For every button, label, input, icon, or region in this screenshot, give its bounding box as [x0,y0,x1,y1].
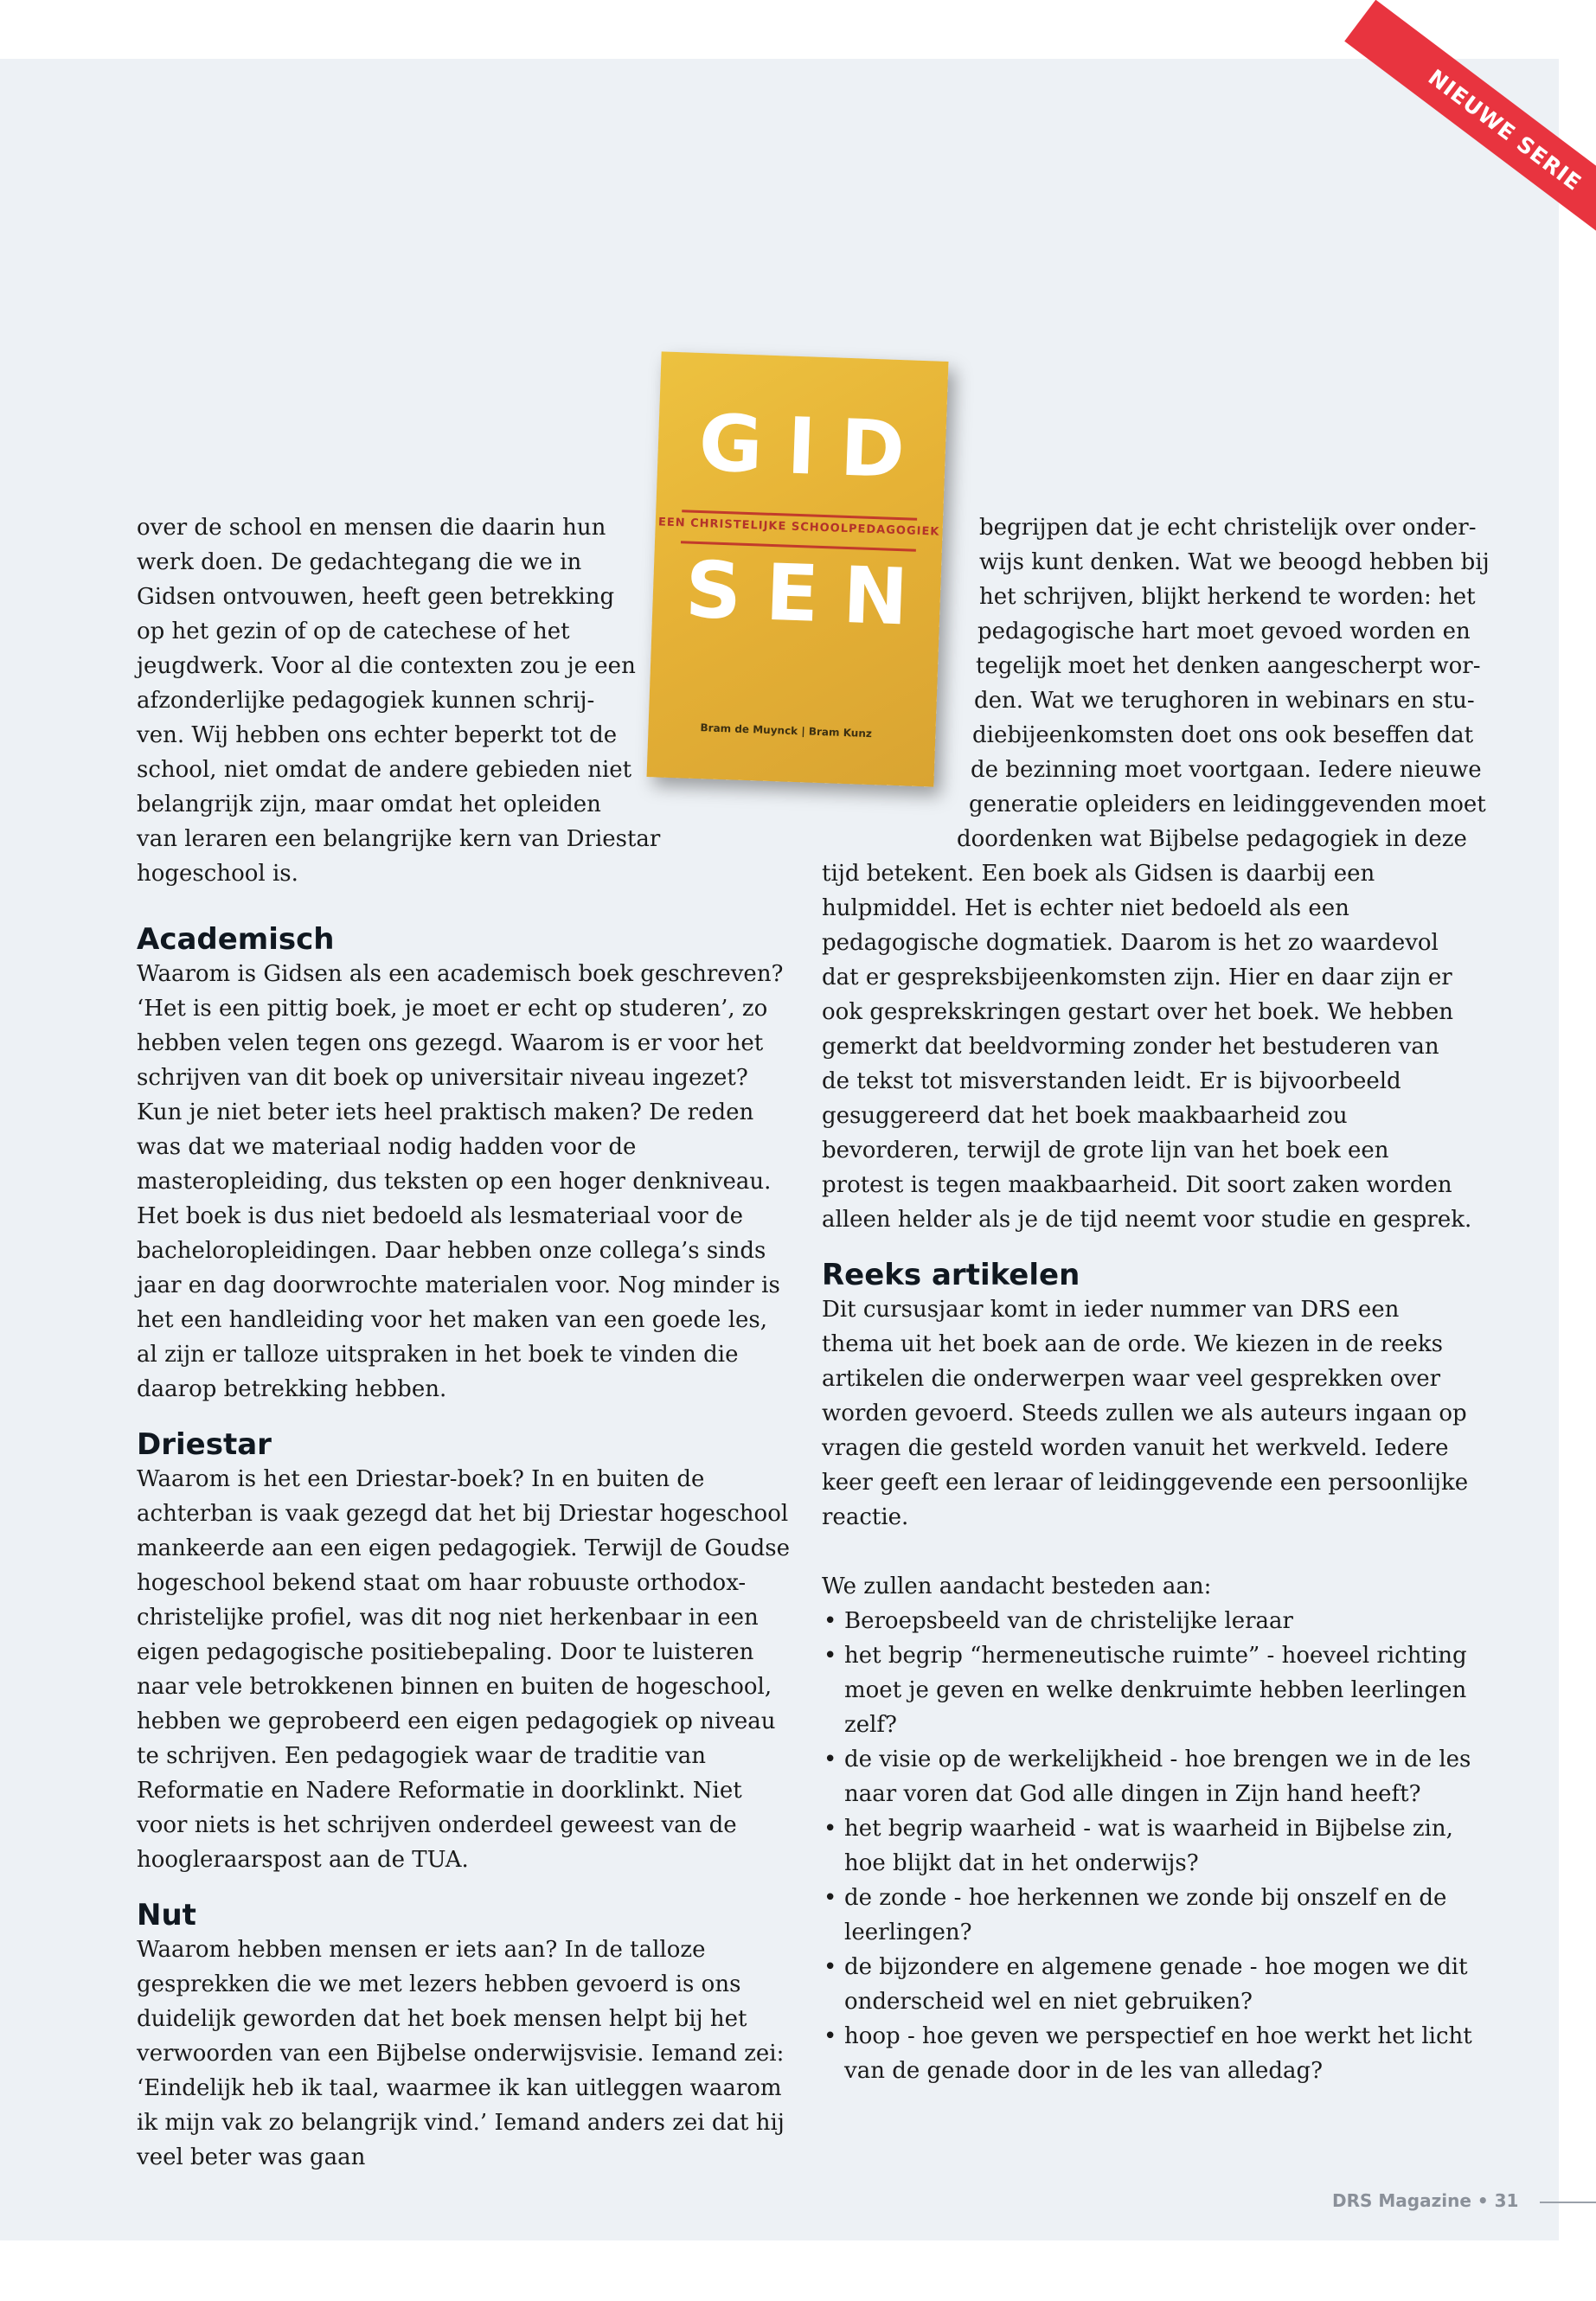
text-line: van leraren een belangrijke kern van Driestar [137,826,661,852]
text-line: werk doen. De gedachtegang die we in [137,549,582,575]
text-line: pedagogische hart moet gevoed worden en [977,619,1471,644]
paragraph-reeks: Dit cursusjaar komt in ieder nummer van DRS een thema uit het boek aan de orde. We kiezen in de reeks artikelen die onderwerpen waar veel gesprekken over worden gevoerd. Steeds zullen we als auteurs ingaan op vragen die gesteld worden vanuit het werkveld. Iedere keer geeft een leraar of leidinggevende een persoonlijke reactie. [822,1297,1469,1530]
text-line: diebijeenkomsten doet ons ook beseffen dat [972,722,1474,748]
book-title-bottom: SEN [683,544,934,644]
list-intro: We zullen aandacht besteden aan: [822,1574,1212,1599]
new-series-ribbon: NIEUWE SERIE [1344,0,1596,260]
text-line: ven. Wij hebben ons echter beperkt tot de [137,722,618,748]
text-line: de bezinning moet voortgaan. Iedere nieuwe [971,757,1482,783]
list-item: • de zonde - hoe herkennen we zonde bij onszelf en de leerlingen? [822,1881,1472,1950]
heading-academisch: Academisch [137,922,335,957]
left-column [137,922,794,2175]
list-item: • de bijzondere en algemene genade - hoe mogen we dit onderscheid wel en niet gebruiken? [822,1950,1472,2019]
paragraph-nut: Waarom hebben mensen er iets aan? In de talloze gesprekken die we met lezers hebben gevoerd is ons duidelijk geworden dat het boek mensen helpt bij het verwoorden van een Bijbelse onderwijsvisie. Iemand zei: ‘Eindelijk heb ik taal, waarmee ik kan uitleggen waarom ik mijn vak zo belangrijk vind.’ Iemand anders zei dat hij veel beter was gaan [137,1937,785,2170]
topic-list [822,1604,1472,2088]
text-line: school, niet omdat de andere gebieden niet [137,757,632,783]
text-line: den. Wat we terughoren in webinars en stu- [974,688,1475,714]
text-line: jeugdwerk. Voor al die contexten zou je een [137,653,636,679]
book-cover [647,351,949,786]
text-line: afzonderlijke pedagogiek kunnen schrij- [137,688,595,714]
list-item: • de visie op de werkelijkheid - hoe brengen we in de les naar voren dat God alle dingen in Zijn hand heeft? [822,1742,1472,1811]
footer-rule [1540,2202,1596,2203]
list-item: • het begrip “hermeneutische ruimte” - hoeveel richting moet je geven en welke denkruimte hebben leerlingen zelf? [822,1638,1472,1742]
list-item: • hoop - hoe geven we perspectief en hoe werkt het licht van de genade door in de les van alledag? [822,2019,1472,2088]
text-line: generatie opleiders en leidinggevenden moet [969,792,1486,817]
right-column [822,856,1472,2088]
text-line: het schrijven, blijkt herkend te worden: het [979,584,1476,610]
paragraph-academisch: Waarom is Gidsen als een academisch boek geschreven? ‘Het is een pittig boek, je moet er echt op studeren’, zo hebben velen tegen ons gezegd. Waarom is er voor het schrijven van dit boek op universitair niveau ingezet? Kun je niet beter iets heel praktisch maken? De reden was dat we materiaal nodig hadden voor de masteropleiding, dus teksten op een hoger denkniveau. Het boek is dus niet bedoeld als lesmateriaal voor de bacheloropleidingen. Daar hebben onze collega’s sinds jaar en dag doorwrochte materialen voor. Nog minder is het een handleiding voor het maken van een goede les, al zijn er talloze uitspraken in het boek te vinden die daarop betrekking hebben. [137,961,784,1402]
book-title-top: GID [697,397,931,497]
paragraph-driestar: Waarom is het een Driestar-boek? In en buiten de achterban is vaak gezegd dat het bij Driestar hogeschool mankeerde aan een eigen pedagogiek. Terwijl de Goudse hogeschool bekend staat om haar robuuste orthodox-christelijke profiel, was dit nog niet herkenbaar in een eigen pedagogische positiebepaling. Door te luisteren naar vele betrokkenen binnen en buiten de hogeschool, hebben we geprobeerd een eigen pedagogiek op niveau te schrijven. Een pedagogiek waar de traditie van Reformatie en Nadere Reformatie in doorklinkt. Niet voor niets is het schrijven onderdeel geweest van de hoogleraarspost aan de TUA. [137,1466,790,1873]
text-line: wijs kunt denken. Wat we beoogd hebben bij [979,549,1490,575]
text-line: over de school en mensen die daarin hun [137,515,606,541]
list-item: • het begrip waarheid - wat is waarheid in Bijbelse zin, hoe blijkt dat in het onderwijs? [822,1811,1472,1881]
text-line: Gidsen ontvouwen, heeft geen betrekking [137,584,615,610]
book-authors: Bram de Muynck | Bram Kunz [700,721,873,740]
book-subtitle: EEN CHRISTELIJKE SCHOOLPEDAGOGIEK [657,516,940,539]
text-line: belangrijk zijn, maar omdat het opleiden [137,792,601,817]
heading-driestar: Driestar [137,1427,272,1462]
heading-nut: Nut [137,1898,196,1932]
list-item: • Beroepsbeeld van de christelijke leraar [822,1604,1472,1638]
text-line: tegelijk moet het denken aangescherpt wor- [976,653,1481,679]
text-line: doordenken wat Bijbelse pedagogiek in deze [957,826,1467,852]
text-line: op het gezin of op de catechese of het [137,619,570,644]
paragraph-continuation: tijd betekent. Een boek als Gidsen is daarbij een hulpmiddel. Het is echter niet bedoeld als een pedagogische dogmatiek. Daarom is het zo waardevol dat er gespreksbijeenkomsten zijn. Hier en daar zijn er ook gesprekskringen gestart over het boek. We hebben gemerkt dat beeldvorming zonder het bestuderen van de tekst tot misverstanden leidt. Er is bijvoorbeeld gesuggereerd dat het boek maakbaarheid zou bevorderen, terwijl de grote lijn van het boek een protest is tegen maakbaarheid. Dit soort zaken worden alleen helder als je de tijd neemt voor studie en gesprek. [822,861,1472,1233]
text-line: begrijpen dat je echt christelijk over onder- [979,515,1477,541]
text-line: hogeschool is. [137,861,298,887]
heading-reeks-artikelen: Reeks artikelen [822,1258,1080,1292]
page-footer: DRS Magazine • 31 [1332,2190,1519,2211]
